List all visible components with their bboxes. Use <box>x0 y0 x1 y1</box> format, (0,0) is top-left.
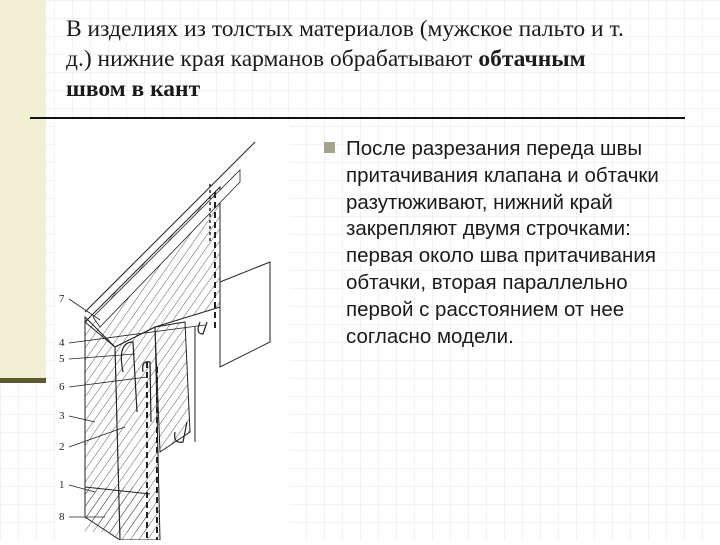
callout-6: 6 <box>59 381 65 393</box>
callout-8: 8 <box>59 511 65 523</box>
slide-title <box>66 14 626 104</box>
callout-5: 5 <box>59 353 65 365</box>
callout-1: 1 <box>59 479 65 491</box>
title-divider <box>30 117 685 119</box>
bullet-text: После разрезания переда швы притачивания клапана и обтачки разутюживают, нижний край закрепляют двумя строчками: первая около шва притачивания обтачки, вторая параллельно первой с расстоянием от нее согласно модели. <box>346 137 659 348</box>
pocket-diagram-drawing <box>55 122 290 540</box>
slide-title-text: В изделиях из толстых материалов (мужское пальто и т. д.) нижние края карманов обрабатывают <box>66 16 624 72</box>
bullet-square-icon <box>324 142 335 153</box>
slide-title-emphasis: обтачным швом в кант <box>66 46 586 102</box>
pocket-diagram <box>55 122 290 540</box>
callout-2: 2 <box>59 441 65 453</box>
callout-7: 7 <box>59 293 65 305</box>
left-accent-bar <box>0 0 46 383</box>
callout-4: 4 <box>59 337 65 349</box>
callout-3: 3 <box>59 410 65 422</box>
left-accent-bar-shadow <box>0 378 46 383</box>
